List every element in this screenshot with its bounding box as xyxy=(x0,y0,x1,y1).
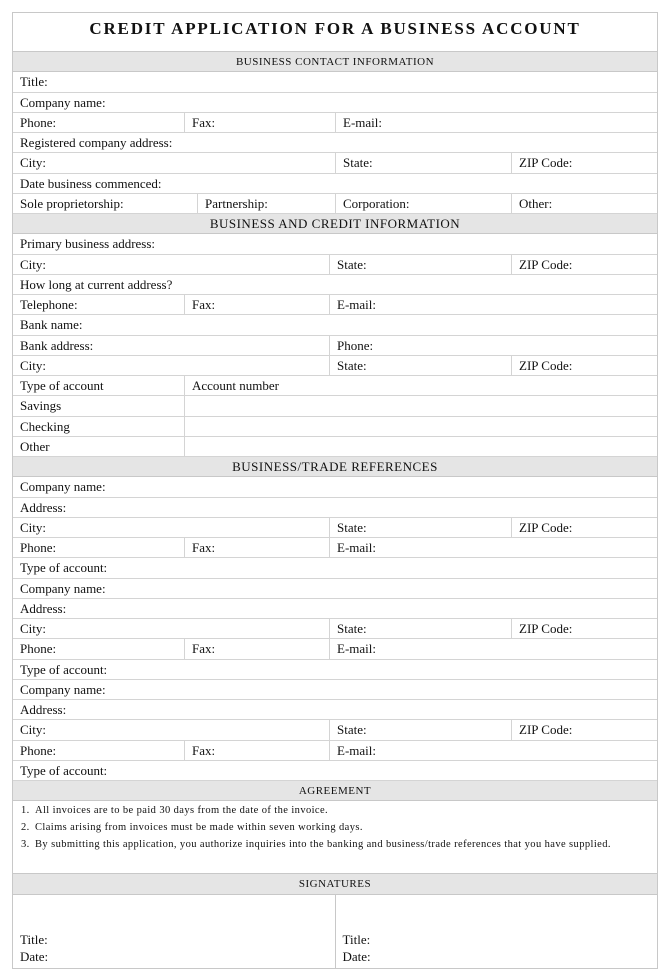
field-state[interactable]: State: xyxy=(330,720,512,739)
field-type-of-account[interactable]: Type of account: xyxy=(20,762,108,778)
credit-application-form xyxy=(12,12,658,969)
form-row xyxy=(13,538,657,558)
field-state[interactable]: State: xyxy=(336,153,512,172)
field-savings[interactable]: Savings xyxy=(13,396,185,415)
form-row xyxy=(13,417,657,437)
field-partnership[interactable]: Partnership: xyxy=(198,194,336,213)
form-row xyxy=(13,275,657,295)
form-row xyxy=(13,741,657,761)
item-number: 2. xyxy=(21,822,30,834)
field-city[interactable]: City: xyxy=(13,255,330,274)
form-row xyxy=(13,133,657,153)
field-sole-proprietorship[interactable]: Sole proprietorship: xyxy=(13,194,198,213)
signatures-area xyxy=(13,895,657,968)
field-phone[interactable]: Phone: xyxy=(13,538,185,557)
field-fax[interactable]: Fax: xyxy=(185,538,330,557)
field-blank[interactable] xyxy=(185,437,657,456)
field-registered-company-address[interactable]: Registered company address: xyxy=(20,135,173,150)
field-e-mail[interactable]: E-mail: xyxy=(337,297,376,312)
field-e-mail[interactable]: E-mail: xyxy=(337,540,376,555)
field-company-name[interactable]: Company name: xyxy=(20,94,106,110)
form-row xyxy=(13,619,657,639)
signature-field-left[interactable] xyxy=(13,895,336,968)
field-account-number[interactable]: Account number xyxy=(192,378,280,393)
form-title: CREDIT APPLICATION FOR A BUSINESS ACCOUNT xyxy=(13,13,657,52)
form-row xyxy=(13,437,657,457)
field-primary-business-address[interactable]: Primary business address: xyxy=(20,236,156,252)
agreement-list xyxy=(13,801,657,874)
field-bank-address[interactable]: Bank address: xyxy=(13,336,330,355)
field-address[interactable]: Address: xyxy=(20,702,67,717)
agreement-item xyxy=(21,822,649,834)
form-row xyxy=(13,396,657,416)
form-row xyxy=(13,113,657,133)
form-row xyxy=(13,234,657,254)
field-blank[interactable] xyxy=(185,417,657,436)
form-row xyxy=(13,315,657,335)
field-telephone[interactable]: Telephone: xyxy=(13,295,185,314)
section-header: BUSINESS/TRADE REFERENCES xyxy=(13,457,657,477)
form-row xyxy=(13,336,657,356)
field-address[interactable]: Address: xyxy=(20,499,67,515)
signatures-header: SIGNATURES xyxy=(13,874,657,894)
field-title[interactable]: Title: xyxy=(20,74,48,90)
field-date-business-commenced[interactable]: Date business commenced: xyxy=(20,175,162,191)
form-row xyxy=(13,255,657,275)
form-row xyxy=(13,477,657,497)
form-row xyxy=(13,174,657,194)
field-state[interactable]: State: xyxy=(330,356,512,375)
field-zip-code[interactable]: ZIP Code: xyxy=(519,621,573,636)
field-checking[interactable]: Checking xyxy=(13,417,185,436)
form-row xyxy=(13,558,657,578)
item-text: All invoices are to be paid 30 days from the date of the invoice. xyxy=(35,805,329,817)
form-row xyxy=(13,498,657,518)
form-row xyxy=(13,700,657,720)
field-other[interactable]: Other xyxy=(13,437,185,456)
field-company-name[interactable]: Company name: xyxy=(20,580,106,596)
item-number: 1. xyxy=(21,805,30,817)
field-zip-code[interactable]: ZIP Code: xyxy=(519,256,573,272)
field-city[interactable]: City: xyxy=(13,619,330,638)
field-zip-code[interactable]: ZIP Code: xyxy=(519,722,573,738)
field-company-name[interactable]: Company name: xyxy=(20,681,106,697)
field-blank[interactable] xyxy=(185,396,657,415)
form-row xyxy=(13,93,657,113)
field-address[interactable]: Address: xyxy=(20,600,67,616)
signature-title-label: Title: xyxy=(342,931,371,947)
agreement-header: AGREEMENT xyxy=(13,781,657,801)
field-phone[interactable]: Phone: xyxy=(337,337,374,353)
item-text: By submitting this application, you authorize inquiries into the banking and business/trade references that you have supplied. xyxy=(35,839,611,851)
field-state[interactable]: State: xyxy=(330,518,512,537)
field-bank-name[interactable]: Bank name: xyxy=(20,317,83,333)
field-zip-code[interactable]: ZIP Code: xyxy=(519,155,573,171)
form-row xyxy=(13,579,657,599)
form-row xyxy=(13,761,657,781)
signature-date-label: Date: xyxy=(342,948,371,964)
form-row xyxy=(13,194,657,214)
form-row xyxy=(13,660,657,680)
form-row xyxy=(13,599,657,619)
signature-field-right[interactable] xyxy=(336,895,658,968)
form-row xyxy=(13,356,657,376)
field-fax[interactable]: Fax: xyxy=(185,295,330,314)
form-row xyxy=(13,72,657,92)
field-corporation[interactable]: Corporation: xyxy=(336,194,512,213)
field-zip-code[interactable]: ZIP Code: xyxy=(519,519,573,535)
field-e-mail[interactable]: E-mail: xyxy=(337,641,376,657)
field-city[interactable]: City: xyxy=(13,720,330,739)
field-fax[interactable]: Fax: xyxy=(185,113,336,132)
form-row xyxy=(13,720,657,740)
agreement-item xyxy=(21,805,649,817)
field-type-of-account[interactable]: Type of account: xyxy=(20,661,108,677)
item-text: Claims arising from invoices must be made within seven working days. xyxy=(35,822,363,834)
field-other[interactable]: Other: xyxy=(519,195,553,211)
field-fax[interactable]: Fax: xyxy=(185,741,330,760)
field-type-of-account[interactable]: Type of account xyxy=(13,376,185,395)
form-row xyxy=(13,680,657,700)
field-type-of-account[interactable]: Type of account: xyxy=(20,560,108,576)
form-row xyxy=(13,518,657,538)
field-company-name[interactable]: Company name: xyxy=(20,479,106,495)
form-row xyxy=(13,639,657,659)
item-number: 3. xyxy=(21,839,30,851)
field-e-mail[interactable]: E-mail: xyxy=(343,114,382,130)
field-how-long-at-current-address[interactable]: How long at current address? xyxy=(20,276,173,292)
field-phone[interactable]: Phone: xyxy=(13,639,185,658)
field-city[interactable]: City: xyxy=(13,153,336,172)
field-phone[interactable]: Phone: xyxy=(13,113,185,132)
field-zip-code[interactable]: ZIP Code: xyxy=(519,357,573,373)
section-header: BUSINESS AND CREDIT INFORMATION xyxy=(13,214,657,234)
section-header: BUSINESS CONTACT INFORMATION xyxy=(13,52,657,72)
form-sections xyxy=(13,52,657,781)
form-row xyxy=(13,376,657,396)
signature-title-label: Title: xyxy=(20,931,48,947)
form-row xyxy=(13,153,657,173)
field-state[interactable]: State: xyxy=(330,619,512,638)
field-state[interactable]: State: xyxy=(330,255,512,274)
field-phone[interactable]: Phone: xyxy=(13,741,185,760)
field-city[interactable]: City: xyxy=(13,356,330,375)
form-row xyxy=(13,295,657,315)
field-fax[interactable]: Fax: xyxy=(185,639,330,658)
agreement-item xyxy=(21,839,649,851)
field-e-mail[interactable]: E-mail: xyxy=(337,742,376,758)
field-city[interactable]: City: xyxy=(13,518,330,537)
signature-date-label: Date: xyxy=(20,948,49,964)
